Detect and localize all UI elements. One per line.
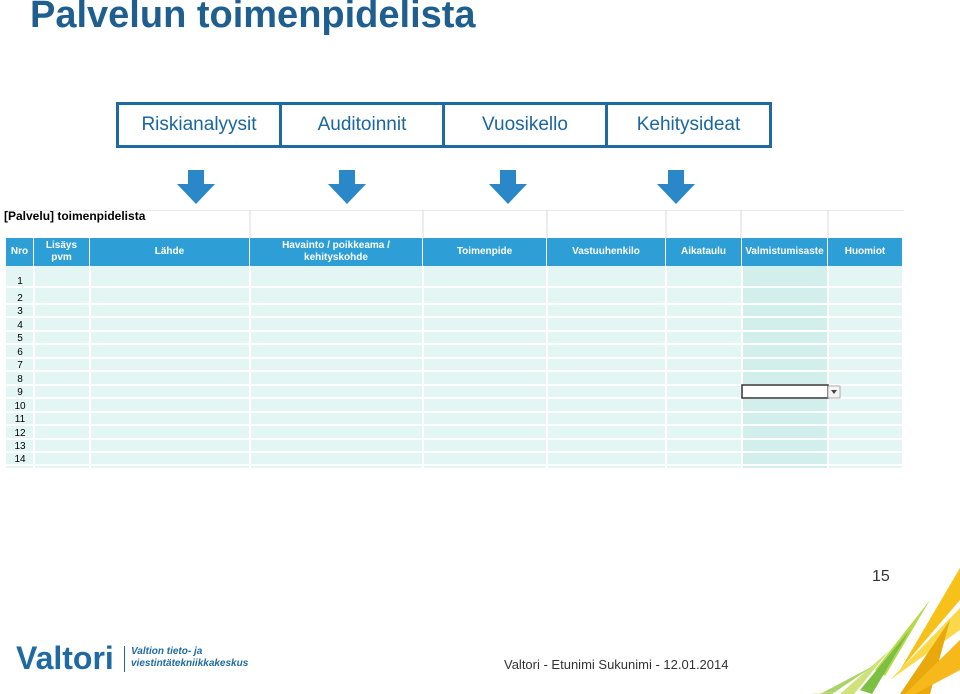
footer-text: Valtori - Etunimi Sukunimi - 12.01.2014	[504, 657, 729, 672]
row-number: 6	[17, 347, 23, 358]
tab-auditoinnit[interactable]: Auditoinnit	[282, 105, 442, 145]
row-number: 13	[14, 441, 26, 452]
col-header-toimenpide: Toimenpide	[423, 238, 547, 266]
valtori-logo: Valtori	[16, 640, 114, 676]
col-header-valmistumisaste: Valmistumisaste	[742, 238, 828, 266]
row-number: 7	[17, 360, 23, 371]
row-number: 10	[14, 401, 26, 412]
col-header-nro: Nro	[6, 238, 34, 266]
page-number: 15	[872, 568, 890, 585]
decorative-rays	[780, 560, 960, 694]
tab-riskianalyysit[interactable]: Riskianalyysit	[119, 105, 279, 145]
logo-subtitle-line1: Valtion tieto- ja	[131, 646, 203, 657]
row-number: 14	[14, 454, 26, 465]
col-header-lahde: Lähde	[90, 238, 250, 266]
row-number: 9	[17, 387, 23, 398]
down-arrow-icon	[177, 170, 215, 204]
row-number: 4	[17, 320, 23, 331]
tab-vuosikello[interactable]: Vuosikello	[445, 105, 605, 145]
row-number: 5	[17, 333, 23, 344]
col-header-vastuuhenkilo: Vastuuhenkilo	[547, 238, 666, 266]
down-arrow-icon	[328, 170, 366, 204]
slide-title: Palvelun toimenpidelista	[30, 0, 476, 36]
down-arrow-icon	[489, 170, 527, 204]
tab-bar	[116, 102, 772, 148]
row-number: 12	[14, 428, 26, 439]
row-number: 1	[17, 276, 23, 287]
tab-kehitysideat[interactable]: Kehitysideat	[608, 105, 769, 145]
row-number: 3	[17, 306, 23, 317]
col-header-lisays-pvm: Lisäys pvm	[34, 238, 90, 266]
logo-separator	[124, 646, 125, 672]
row-number: 11	[14, 414, 26, 425]
col-header-huomiot: Huomiot	[828, 238, 902, 266]
col-header-aikataulu: Aikataulu	[666, 238, 742, 266]
logo-subtitle	[131, 646, 248, 670]
sheet-title: [Palvelu] toimenpidelista	[4, 209, 146, 223]
logo-subtitle-line2: viestintätekniikkakeskus	[131, 658, 249, 669]
down-arrow-icon	[657, 170, 695, 204]
col-header-havainto: Havainto / poikkeama / kehityskohde	[250, 238, 423, 266]
row-number: 2	[17, 293, 23, 304]
row-number: 8	[17, 374, 23, 385]
